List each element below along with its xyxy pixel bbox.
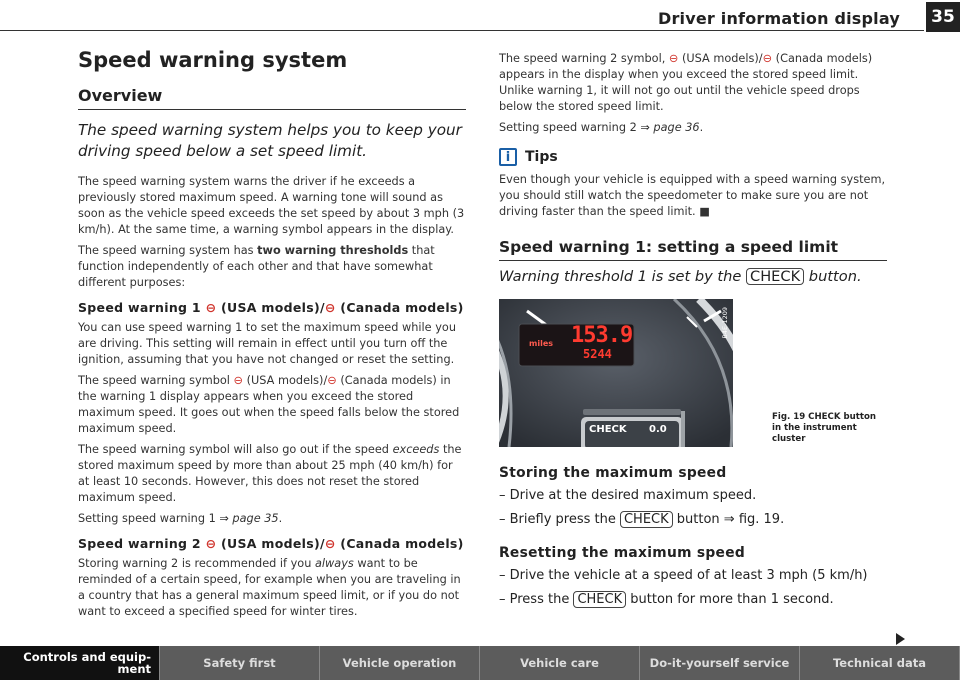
paragraph: The speed warning 2 symbol, ⊖ (USA models)/⊖ (Canada models) appears in the display when you exceed the stored speed limit. Unlike warning 1, it will not go out until the vehicle speed drops below the stored speed limit.	[499, 52, 873, 113]
footer-nav	[0, 646, 960, 680]
tips-label: Tips	[525, 149, 558, 165]
display-odometer: 5244	[583, 347, 612, 361]
speed-warning-1-canada-icon: ⊖	[327, 374, 337, 387]
paragraph: Setting speed warning 1 ⇒ page 35.	[78, 512, 283, 525]
page-title: Speed warning system	[78, 48, 348, 72]
paragraph: The speed warning symbol will also go out if the speed exceeds the stored maximum speed by more than about 25 mph (40 km/h) for at least 10 seconds. However, this does not reset the stored maximum speed.	[78, 443, 462, 504]
page-number: 35	[926, 2, 960, 32]
figure-19	[499, 299, 887, 449]
footer-tab-operation[interactable]: Vehicle operation	[320, 646, 480, 680]
paragraph: Setting speed warning 2 ⇒ page 36.	[499, 121, 704, 134]
storing-step-2: – Briefly press the CHECK button ⇒ fig. 19.	[499, 512, 785, 527]
footer-tab-controls[interactable]: Controls and equip-ment	[0, 646, 160, 680]
paragraph: The speed warning symbol ⊖ (USA models)/⊖ (Canada models) in the warning 1 display appears when you exceed the stored maximum speed. It goes out when the speed falls below the stored maximum speed.	[78, 374, 460, 435]
paragraph: The speed warning system has two warning thresholds that function independently of each other and that have somewhat different purposes:	[78, 244, 435, 289]
left-column	[78, 48, 466, 625]
speed-warning-2-usa-icon: ⊖	[668, 52, 679, 65]
page-reference-link[interactable]: ⇒ page 36	[640, 121, 700, 134]
storing-step-1: – Drive at the desired maximum speed.	[499, 488, 757, 503]
info-icon: i	[499, 148, 517, 166]
tips-header	[499, 148, 887, 166]
check-button: CHECK	[589, 424, 627, 435]
resetting-step-1: – Drive the vehicle at a speed of at least 3 mph (5 km/h)	[499, 568, 868, 583]
speed-warning-2-heading: Speed warning 2 ⊖ (USA models)/⊖ (Canada models)	[78, 536, 464, 551]
trip-reset-value: 0.0	[649, 424, 667, 435]
check-key-label: CHECK	[746, 268, 804, 285]
figure-caption: Fig. 19 CHECK button in the instrument cluster	[772, 412, 877, 444]
paragraph: The speed warning system warns the driver if he exceeds a previously stored maximum speed. A warning tone will sound as soon as the vehicle speed exceeds the set speed by about 3 mph (3 km/h). At the same time, a warning symbol appears in the display.	[78, 175, 465, 236]
check-key-label: CHECK	[573, 591, 626, 608]
instrument-cluster-photo	[499, 299, 733, 447]
speed-warning-1-usa-icon: ⊖	[205, 300, 217, 315]
paragraph: You can use speed warning 1 to set the maximum speed while you are driving. This setting will remain in effect until you turn off the ignition, assuming that you have not changed or reset the setting.	[78, 321, 456, 366]
overview-intro: The speed warning system helps you to keep your driving speed below a set speed limit.	[78, 121, 462, 160]
footer-tab-care[interactable]: Vehicle care	[480, 646, 640, 680]
footer-tab-safety[interactable]: Safety first	[160, 646, 320, 680]
resetting-heading: Resetting the maximum speed	[499, 545, 746, 561]
resetting-step-2: – Press the CHECK button for more than 1 second.	[499, 592, 834, 607]
overview-heading: Overview	[78, 86, 466, 110]
speed-warning-1-usa-icon: ⊖	[233, 374, 244, 387]
continue-arrow-icon	[896, 633, 905, 645]
image-code: B4E-1209	[721, 307, 729, 339]
section-heading: Speed warning 1: setting a speed limit	[499, 238, 887, 261]
tips-text: Even though your vehicle is equipped with a speed warning system, you should still watch the speedometer to make sure you are not driving faster than the speed limit. ■	[499, 173, 886, 218]
page-reference-link[interactable]: ⇒ page 35	[219, 512, 279, 525]
speed-warning-2-canada-icon: ⊖	[324, 536, 336, 551]
speed-warning-1-heading: Speed warning 1 ⊖ (USA models)/⊖ (Canada models)	[78, 300, 464, 315]
check-key-label: CHECK	[620, 511, 673, 528]
speed-warning-1-canada-icon: ⊖	[324, 300, 336, 315]
display-unit: miles	[529, 339, 554, 348]
page-header-title: Driver information display	[657, 9, 900, 28]
right-column	[499, 51, 887, 609]
header-rule	[0, 30, 924, 31]
footer-tab-diy[interactable]: Do-it-yourself service	[640, 646, 800, 680]
speed-warning-2-canada-icon: ⊖	[762, 52, 773, 65]
paragraph: Storing warning 2 is recommended if you always want to be reminded of a certain speed, for example when you are traveling in a country that has a general maximum speed limit, or if you do not want to exceed a specified speed for winter tires.	[78, 557, 461, 618]
storing-heading: Storing the maximum speed	[499, 465, 727, 481]
footer-tab-technical[interactable]: Technical data	[800, 646, 960, 680]
section-intro: Warning threshold 1 is set by the CHECK button.	[499, 268, 862, 285]
speed-warning-2-usa-icon: ⊖	[205, 536, 217, 551]
display-speed: 153.9	[571, 323, 633, 348]
